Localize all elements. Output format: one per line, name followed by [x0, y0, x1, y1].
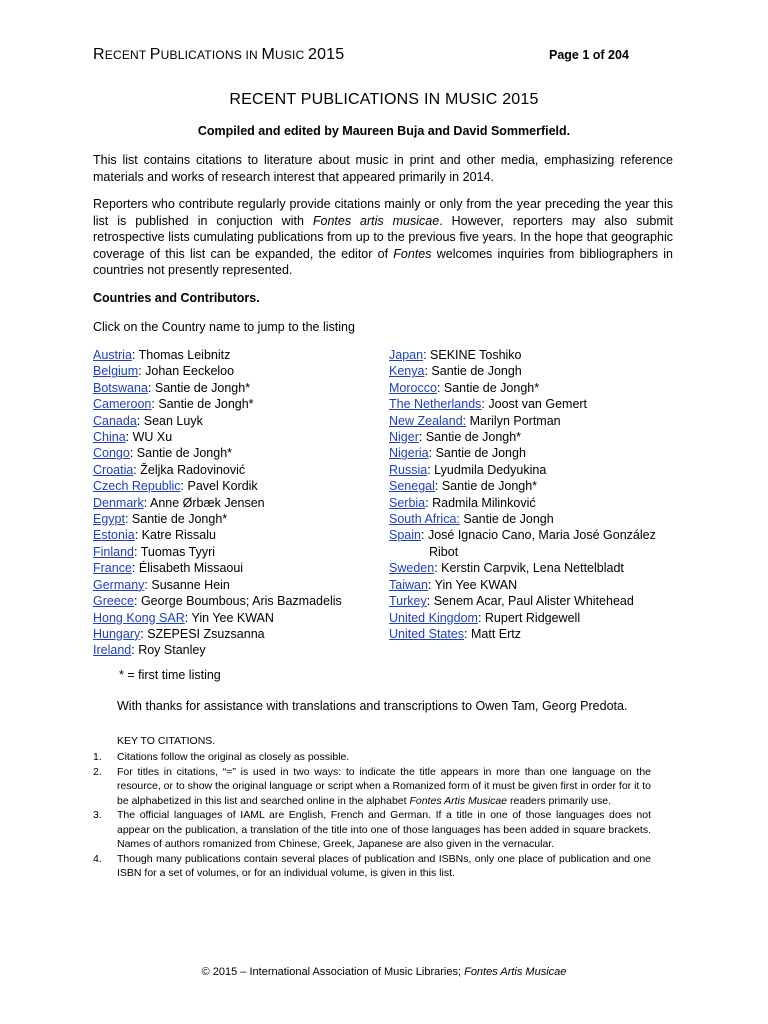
contributor-name: Santie de Jongh*	[443, 380, 540, 395]
country-link[interactable]: Belgium	[93, 364, 139, 379]
contributor-name: Katre Rissalu	[141, 528, 216, 543]
contributor-name: Kerstin Carpvik, Lena Nettelbladt	[441, 561, 624, 576]
country-entry: Greece: George Boumbous; Aris Bazmadelis	[93, 594, 342, 609]
country-entry: The Netherlands: Joost van Gemert	[389, 397, 588, 412]
countries-left-column	[93, 347, 363, 659]
country-entry: Finland: Tuomas Tyyri	[93, 544, 216, 559]
country-entry: Morocco: Santie de Jongh*	[389, 380, 540, 395]
contributor-name: Thomas Leibnitz	[138, 348, 231, 362]
country-entry: Sweden: Kerstin Carpvik, Lena Nettelbladt	[389, 561, 624, 576]
contributor-name: SEKINE Toshiko	[430, 348, 522, 362]
contributor-name: Lyudmila Dedyukina	[434, 462, 547, 477]
contributor-name: Santie de Jongh*	[441, 479, 538, 494]
country-link[interactable]: Greece	[93, 594, 134, 609]
contributor-name: Sean Luyk	[143, 413, 203, 428]
country-entry: Hong Kong SAR: Yin Yee KWAN	[93, 610, 274, 625]
country-entry: Nigeria: Santie de Jongh	[389, 446, 526, 461]
country-link[interactable]: New Zealand:	[389, 413, 467, 428]
country-entry: United Kingdom: Rupert Ridgewell	[389, 610, 581, 625]
country-link[interactable]: Congo	[93, 446, 130, 461]
country-entry: Russia: Lyudmila Dedyukina	[389, 462, 547, 477]
country-link[interactable]: Canada	[93, 413, 137, 428]
country-link[interactable]: Germany	[93, 577, 145, 592]
country-link[interactable]: Hong Kong SAR	[93, 610, 185, 625]
country-link[interactable]: Turkey	[389, 594, 427, 609]
contributor-name: Pavel Kordik	[187, 479, 258, 494]
intro-paragraph: This list contains citations to literature about music in print and other media, emphasizing reference materials and works of research interest that appeared primarily in 2014.	[93, 153, 673, 184]
country-entry: Belgium: Johan Eeckeloo	[93, 364, 235, 379]
country-link[interactable]: Denmark	[93, 495, 144, 510]
contributor-name: Santie de Jongh	[463, 512, 554, 527]
country-entry: China: WU Xu	[93, 430, 173, 445]
country-link[interactable]: Czech Republic	[93, 479, 181, 494]
country-link[interactable]: Senegal	[389, 479, 435, 494]
country-link[interactable]: Nigeria	[389, 446, 429, 461]
contributor-name: Yin Yee KWAN	[434, 577, 518, 592]
country-link[interactable]: Hungary	[93, 626, 141, 641]
country-entry: Spain: José Ignacio Cano, Maria José González	[389, 528, 656, 543]
country-entry: Botswana: Santie de Jongh*	[93, 380, 251, 395]
contributor-name: George Boumbous; Aris Bazmadelis	[140, 594, 342, 609]
key-title: KEY TO CITATIONS.	[117, 735, 216, 747]
first-time-note: * = first time listing	[119, 668, 221, 682]
contributor-name: Željka Radovinović	[140, 462, 246, 477]
country-entry: Austria: Thomas Leibnitz	[93, 348, 231, 362]
country-link[interactable]: China	[93, 430, 126, 445]
country-entry	[389, 511, 679, 527]
key-list	[93, 750, 651, 881]
contributor-name: Tuomas Tyyri	[140, 544, 216, 559]
country-link[interactable]: Japan	[389, 348, 424, 362]
country-link[interactable]: South Africa:	[389, 512, 460, 527]
contributor-name: Susanne Hein	[151, 577, 230, 592]
contributor-name: Matt Ertz	[471, 626, 522, 641]
country-link[interactable]: Estonia	[93, 528, 135, 543]
country-entry: Hungary: SZEPESI Zsuzsanna	[93, 626, 265, 641]
country-link[interactable]: Cameroon	[93, 397, 152, 412]
contributor-name: Senem Acar, Paul Alister Whitehead	[433, 594, 634, 609]
country-link[interactable]: Morocco	[389, 380, 437, 395]
countries-right-column	[389, 347, 679, 642]
document-title: RECENT PUBLICATIONS IN MUSIC 2015	[229, 91, 539, 108]
country-link[interactable]: Finland	[93, 544, 134, 559]
contributor-name: José Ignacio Cano, Maria José González	[427, 528, 656, 543]
contributor-name: Santie de Jongh*	[136, 446, 233, 461]
country-entry: Turkey: Senem Acar, Paul Alister Whitehead	[389, 594, 634, 609]
country-link[interactable]: Russia	[389, 462, 428, 477]
country-entry: Egypt: Santie de Jongh*	[93, 512, 228, 527]
country-link[interactable]: United Kingdom	[389, 610, 478, 625]
country-entry: Taiwan: Yin Yee KWAN	[389, 577, 518, 592]
contributor-continuation: Ribot	[429, 544, 459, 559]
page-number: Page 1 of 204	[549, 48, 629, 62]
contributor-name: Roy Stanley	[138, 643, 206, 658]
country-entry: Ireland: Roy Stanley	[93, 643, 206, 658]
contributor-name: Santie de Jongh*	[425, 430, 522, 445]
country-entry: Japan: SEKINE Toshiko	[389, 348, 522, 362]
country-link[interactable]: France	[93, 561, 132, 576]
country-link[interactable]: Taiwan	[389, 577, 428, 592]
compiled-by: Compiled and edited by Maureen Buja and David Sommerfield.	[197, 124, 571, 138]
running-header-title: RECENT PUBLICATIONS IN MUSIC 2015	[93, 46, 345, 63]
country-entry: Serbia: Radmila Milinković	[389, 495, 536, 510]
country-entry: Senegal: Santie de Jongh*	[389, 479, 538, 494]
contributor-name: Santie de Jongh*	[158, 397, 254, 412]
contributor-name: Joost van Gemert	[488, 397, 588, 412]
country-link[interactable]: Kenya	[389, 364, 425, 379]
country-entry	[389, 413, 679, 429]
country-entry: Denmark: Anne Ørbæk Jensen	[93, 495, 265, 510]
contributor-name: WU Xu	[132, 430, 173, 445]
country-entry: Kenya: Santie de Jongh	[389, 364, 522, 379]
contributor-name: Santie de Jongh	[431, 364, 522, 379]
country-link[interactable]: United States	[389, 626, 465, 641]
contributor-name: Rupert Ridgewell	[484, 610, 581, 625]
key-item: 3. The official languages of IAML are English, French and German. If a title in one of those languages does not appear on the publication, a translation of the title into one of those languages has been added in square brackets. Names of authors romanized from Chinese, Greek, Japanese are also given in the vernacular.	[93, 809, 651, 850]
contributor-name: Johan Eeckeloo	[145, 364, 235, 379]
country-entry: France: Élisabeth Missaoui	[93, 561, 244, 576]
country-entry: Congo: Santie de Jongh*	[93, 446, 233, 461]
country-link[interactable]: The Netherlands	[389, 397, 482, 412]
country-entry: Croatia: Željka Radovinović	[93, 462, 246, 477]
page-footer: © 2015 – International Association of Music Libraries; Fontes Artis Musicae	[201, 966, 567, 978]
click-note: Click on the Country name to jump to the listing	[93, 320, 355, 334]
countries-heading: Countries and Contributors.	[93, 291, 260, 305]
country-link[interactable]: Austria	[93, 348, 132, 362]
country-entry: United States: Matt Ertz	[389, 626, 522, 641]
country-link[interactable]: Spain	[389, 528, 421, 543]
country-link[interactable]: Sweden	[389, 561, 435, 576]
contributor-name: Santie de Jongh	[435, 446, 526, 461]
contributor-name: Anne Ørbæk Jensen	[149, 495, 265, 510]
country-link[interactable]: Niger	[389, 430, 419, 445]
thanks-note: With thanks for assistance with translations and transcriptions to Owen Tam, Georg Predota.	[117, 699, 628, 713]
country-link[interactable]: Ireland	[93, 643, 132, 658]
key-item: 4. Though many publications contain several places of publication and ISBNs, only one place of publication and one ISBN for a set of volumes, or for an individual volume, is given in this list.	[93, 852, 651, 879]
country-entry: Niger: Santie de Jongh*	[389, 430, 522, 445]
country-link[interactable]: Croatia	[93, 462, 134, 477]
country-entry: Canada: Sean Luyk	[93, 413, 203, 428]
contributor-name: Élisabeth Missaoui	[138, 561, 244, 576]
country-link[interactable]: Botswana	[93, 380, 148, 395]
contributor-name: Marilyn Portman	[469, 413, 561, 428]
country-entry: Estonia: Katre Rissalu	[93, 528, 216, 543]
country-entry: Germany: Susanne Hein	[93, 577, 230, 592]
contributor-name: SZEPESI Zsuzsanna	[147, 626, 265, 641]
contributor-name: Santie de Jongh*	[131, 512, 228, 527]
country-link[interactable]: Serbia	[389, 495, 426, 510]
key-item: 1. Citations follow the original as closely as possible.	[93, 751, 350, 763]
country-link[interactable]: Egypt	[93, 512, 125, 527]
contributor-name: Radmila Milinković	[432, 495, 536, 510]
reporters-paragraph: Reporters who contribute regularly provide citations mainly or only from the year preceding the year this list is published in conjuction with Fontes artis musicae. However, reporters may also submit retrospective lists cumulating publications from up to the previous five years. In the hope that geographic coverage of this list can be expanded, the editor of Fontes welcomes inquiries from bibliographers in countries not presently represented.	[93, 197, 673, 277]
key-item: 2. For titles in citations, “=” is used in two ways: to indicate the title appears in more than one language on the resource, or to show the original language or script when a Romanized form of it must be given first in order for it to be alphabetized in this list and searched online in the alphabet Fontes Artis Musicae readers primarily use.	[93, 765, 652, 807]
country-entry: Cameroon: Santie de Jongh*	[93, 397, 254, 412]
contributor-name: Yin Yee KWAN	[191, 610, 274, 625]
country-entry: Czech Republic: Pavel Kordik	[93, 479, 258, 494]
contributor-name: Santie de Jongh*	[154, 380, 251, 395]
